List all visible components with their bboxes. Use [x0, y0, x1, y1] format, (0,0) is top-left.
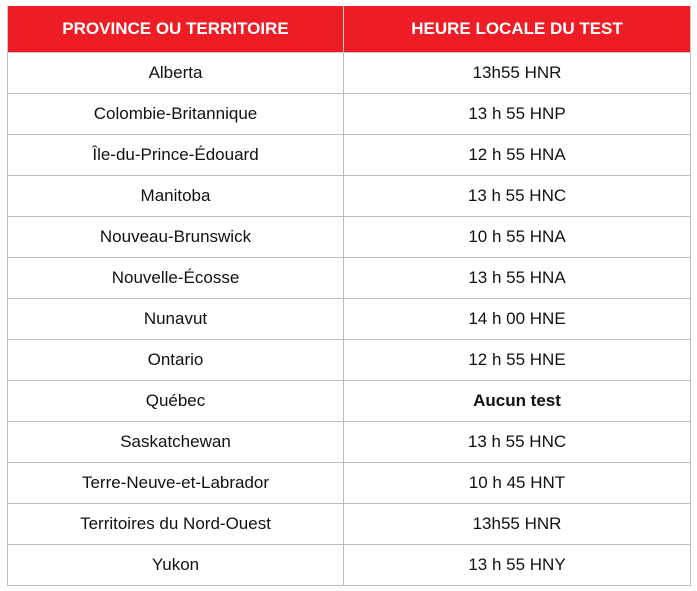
time-cell: 13 h 55 HNC: [344, 176, 691, 217]
time-cell: 14 h 00 HNE: [344, 299, 691, 340]
table-row: [8, 94, 691, 135]
time-cell: 13 h 55 HNP: [344, 94, 691, 135]
header-local-time: HEURE LOCALE DU TEST: [344, 6, 691, 53]
province-cell: Ontario: [8, 340, 344, 381]
table-row: [8, 217, 691, 258]
province-cell: Yukon: [8, 545, 344, 586]
province-cell: Nunavut: [8, 299, 344, 340]
time-cell: 13 h 55 HNY: [344, 545, 691, 586]
time-cell: 13 h 55 HNC: [344, 422, 691, 463]
table-row: [8, 176, 691, 217]
table-row: [8, 504, 691, 545]
time-cell: 10 h 45 HNT: [344, 463, 691, 504]
time-cell: 13h55 HNR: [344, 53, 691, 94]
province-cell: Manitoba: [8, 176, 344, 217]
table-row: [8, 258, 691, 299]
province-cell: Île-du-Prince-Édouard: [8, 135, 344, 176]
header-province: PROVINCE OU TERRITOIRE: [8, 6, 344, 53]
province-cell: Terre-Neuve-et-Labrador: [8, 463, 344, 504]
province-cell: Nouveau-Brunswick: [8, 217, 344, 258]
table-row: [8, 545, 691, 586]
time-cell-no-test: Aucun test: [344, 381, 691, 422]
province-cell: Nouvelle-Écosse: [8, 258, 344, 299]
time-cell: 12 h 55 HNA: [344, 135, 691, 176]
test-schedule-table-container: [7, 6, 690, 586]
table-row: [8, 135, 691, 176]
province-cell: Alberta: [8, 53, 344, 94]
table-row: [8, 53, 691, 94]
table-row: [8, 381, 691, 422]
province-cell: Territoires du Nord-Ouest: [8, 504, 344, 545]
province-cell: Saskatchewan: [8, 422, 344, 463]
table-header-row: [8, 6, 691, 53]
table-row: [8, 463, 691, 504]
time-cell: 12 h 55 HNE: [344, 340, 691, 381]
province-cell: Québec: [8, 381, 344, 422]
province-cell: Colombie-Britannique: [8, 94, 344, 135]
time-cell: 13 h 55 HNA: [344, 258, 691, 299]
table-row: [8, 422, 691, 463]
test-schedule-table: [7, 6, 691, 586]
table-row: [8, 299, 691, 340]
time-cell: 10 h 55 HNA: [344, 217, 691, 258]
table-row: [8, 340, 691, 381]
time-cell: 13h55 HNR: [344, 504, 691, 545]
